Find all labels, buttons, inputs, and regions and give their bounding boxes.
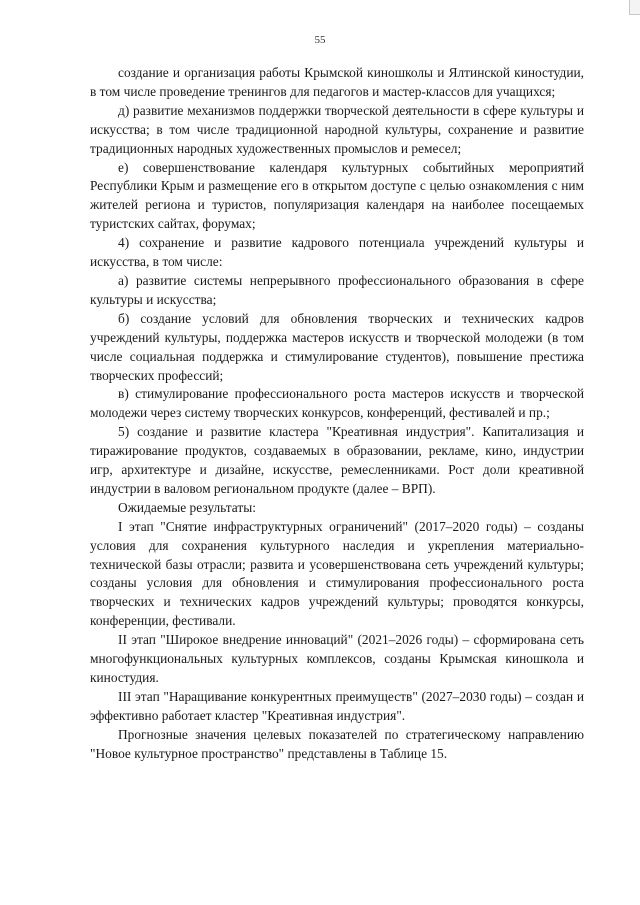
body-text	[90, 64, 584, 764]
paragraph: II этап "Широкое внедрение инноваций" (2021–2026 годы) – сформирована сеть многофункциональных культурных комплексов, созданы Крымская киношкола и киностудия.	[90, 632, 584, 685]
paragraph: Прогнозные значения целевых показателей по стратегическому направлению "Новое культурное пространство" представлены в Таблице 15.	[90, 726, 584, 761]
scan-corner-mark	[629, 0, 640, 15]
paragraph: создание и организация работы Крымской киношколы и Ялтинской киностудии, в том числе проведение тренингов для педагогов и мастер-классов для учащихся;	[90, 65, 584, 99]
paragraph: 4) сохранение и развитие кадрового потенциала учреждений культуры и искусства, в том числе:	[90, 235, 584, 270]
paragraph: III этап "Наращивание конкурентных преимуществ" (2027–2030 годы) – создан и эффективно работает кластер "Креативная индустрия".	[90, 688, 584, 723]
paragraph: а) развитие системы непрерывного профессионального образования в сфере культуры и искусства;	[90, 272, 584, 307]
paragraph: д) развитие механизмов поддержки творческой деятельности в сфере культуры и искусства; в том числе традиционной народной культуры, сохранение и развитие традиционных народных художественных промыслов и ремесел;	[90, 102, 584, 156]
paragraph: б) создание условий для обновления творческих и технических кадров учреждений культуры, поддержка мастеров искусств и творческой молодежи (в том числе социальная поддержка и стимулирование студентов), повышение престижа творческих профессий;	[90, 310, 584, 383]
paragraph: 5) создание и развитие кластера "Креативная индустрия". Капитализация и тиражирование продуктов, создаваемых в образовании, рекламе, кино, индустрии игр, архитектуре и дизайне, искусстве, ремесленниками. Рост доли креативной индустрии в валовом региональном продукте (далее – ВРП).	[90, 424, 584, 496]
paragraph: е) совершенствование календаря культурных событийных мероприятий Республики Крым и размещение его в открытом доступе с целью ознакомления с ним жителей региона и туристов, популяризация календаря на наиболее посещаемых туристских сайтах, форумах;	[90, 159, 584, 232]
paragraph: Ожидаемые результаты:	[118, 499, 256, 515]
paragraph: I этап "Снятие инфраструктурных ограничений" (2017–2020 годы) – созданы условия для сохранения культурного наследия и укрепления материально-технической базы отрасли; развита и усовершенствована сеть учреждений культуры; созданы условия для обновления и стимулирования профессионального роста творческих и технических кадров учреждений культуры; проводятся конкурсы, конференции, фестивали.	[90, 518, 584, 629]
page-number: 55	[314, 34, 326, 46]
paragraph: в) стимулирование профессионального роста мастеров искусств и творческой молодежи через систему творческих конкурсов, конференций, фестивалей и пр.;	[90, 386, 584, 421]
